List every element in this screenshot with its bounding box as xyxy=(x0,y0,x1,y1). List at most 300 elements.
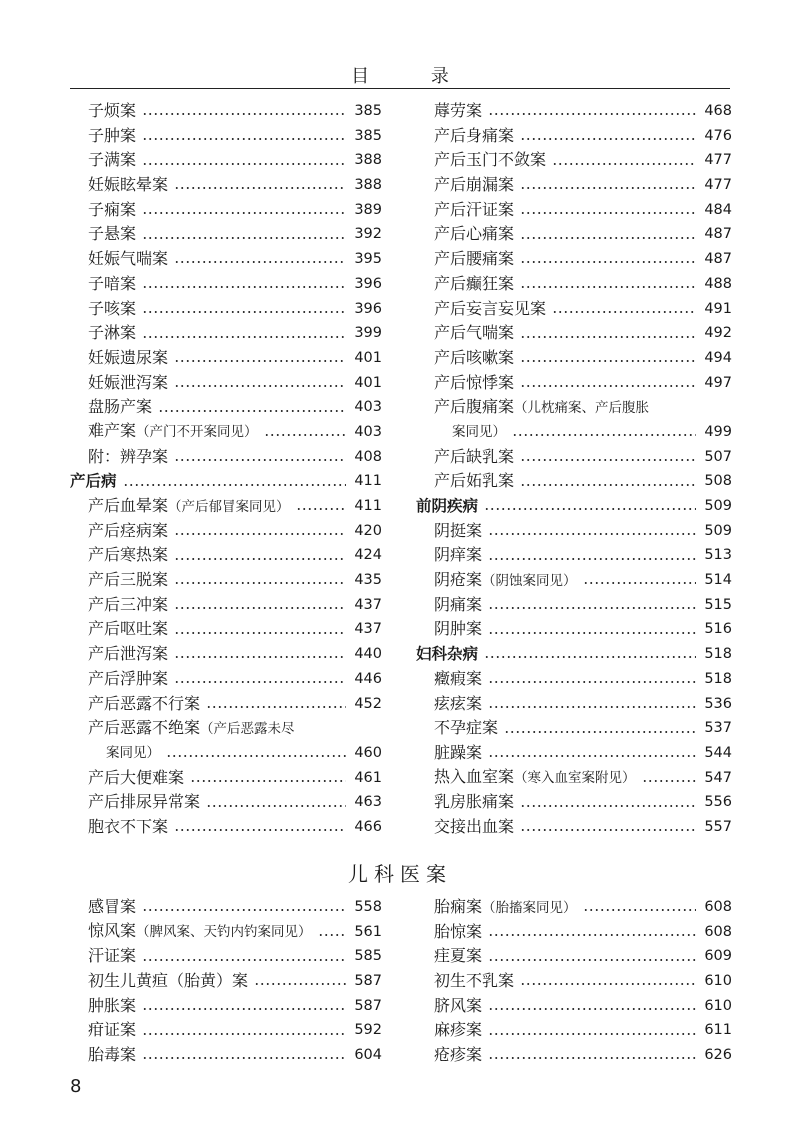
dot-leader xyxy=(488,632,696,634)
toc-page-number: 424 xyxy=(354,547,382,564)
toc-entry-row xyxy=(416,346,732,371)
toc-entry-main-text: 子肿案 xyxy=(88,125,137,145)
toc-entry-title xyxy=(434,920,482,945)
toc-page-number: 608 xyxy=(704,899,732,915)
dot-leader xyxy=(520,336,696,338)
toc-entry-main-text: 产后妄言妄见案 xyxy=(434,298,547,318)
toc-entry-title xyxy=(434,568,577,594)
toc-page-number: 461 xyxy=(354,769,382,786)
toc-page-number: 476 xyxy=(704,127,732,144)
dot-leader xyxy=(583,582,696,584)
dot-leader xyxy=(520,261,696,263)
toc-entry-title xyxy=(434,222,514,247)
toc-entry-title xyxy=(88,944,136,969)
toc-entry-row xyxy=(416,99,732,124)
toc-entry-note: （胎搐案同见） xyxy=(482,899,577,916)
dot-leader xyxy=(488,113,696,115)
toc-entry-title xyxy=(434,99,482,124)
dot-leader xyxy=(174,656,346,658)
toc-entry-title xyxy=(88,642,168,667)
toc-entry-row xyxy=(416,692,732,717)
dot-leader xyxy=(488,607,696,609)
toc-entry-row xyxy=(416,568,732,593)
toc-entry-title xyxy=(434,297,546,322)
toc-entry-row xyxy=(416,321,732,346)
toc-page-number: 389 xyxy=(354,201,382,218)
toc-entry-row xyxy=(416,944,732,969)
toc-entry-row xyxy=(416,815,732,840)
dot-leader xyxy=(142,909,346,911)
toc-page-number: 509 xyxy=(704,522,732,539)
toc-entry-main-text: 产后玉门不敛案 xyxy=(434,150,547,170)
toc-entry-row xyxy=(70,741,382,766)
dot-leader xyxy=(488,533,696,535)
toc-page-number: 544 xyxy=(704,744,732,761)
toc-entry-title xyxy=(88,272,136,297)
dot-leader xyxy=(520,286,696,288)
dot-leader xyxy=(174,533,346,535)
toc-entry-note: （产后郁冒案同见） xyxy=(168,498,290,515)
toc-entry-main-text: 胎痫案 xyxy=(434,896,483,916)
toc-page-number: 585 xyxy=(354,948,382,965)
dot-leader xyxy=(520,805,696,807)
toc-page-number: 587 xyxy=(354,973,382,990)
toc-entry-main-text: 产后恶露不行案 xyxy=(88,693,201,713)
toc-entry-title xyxy=(88,445,168,470)
toc-entry-title xyxy=(88,297,136,322)
toc-entry-row xyxy=(416,1018,732,1043)
dot-leader xyxy=(520,187,696,189)
toc-entry-title xyxy=(452,419,506,445)
dot-leader xyxy=(552,163,696,165)
toc-entry-title xyxy=(434,969,514,994)
toc-entry-main-text: 妊娠眩晕案 xyxy=(88,175,169,195)
toc-page-number: 396 xyxy=(354,275,382,292)
toc-entry-main-text: 子淋案 xyxy=(88,323,137,343)
toc-page-number: 507 xyxy=(704,448,732,465)
dot-leader xyxy=(484,656,696,658)
toc-entry-title xyxy=(434,173,514,198)
toc-page-number: 403 xyxy=(354,423,382,440)
dot-leader xyxy=(552,311,696,313)
dot-leader xyxy=(174,632,346,634)
toc-entry-row xyxy=(416,920,732,945)
toc-page-number: 477 xyxy=(704,177,732,194)
toc-entry-title xyxy=(88,173,168,198)
toc-entry-main-text: 初生不乳案 xyxy=(434,971,515,991)
toc-page-number: 466 xyxy=(354,818,382,835)
toc-entry-main-text: 胎毒案 xyxy=(88,1045,137,1065)
toc-entry-title xyxy=(434,815,514,840)
toc-entry-title xyxy=(88,568,168,593)
toc-entry-title xyxy=(88,716,295,742)
toc-page-number: 440 xyxy=(354,646,382,663)
toc-entry-main-text: 惊风案 xyxy=(88,921,137,941)
toc-entry-main-text: 盘肠产案 xyxy=(88,397,153,417)
toc-page-number: 492 xyxy=(704,325,732,342)
dot-leader xyxy=(488,1057,696,1059)
toc-page-number: 463 xyxy=(354,794,382,811)
toc-entry-title xyxy=(434,667,482,692)
toc-entry-title xyxy=(434,124,514,149)
dot-leader xyxy=(488,1033,696,1035)
toc-entry-title xyxy=(434,1018,482,1043)
dot-leader xyxy=(520,385,696,387)
toc-entry-row xyxy=(70,420,382,445)
toc-entry-note: （寒入血室案附见） xyxy=(514,770,636,787)
toc-entry-title xyxy=(88,667,168,692)
toc-entry-main-text: 附：辨孕案 xyxy=(88,446,169,466)
toc-entry-title xyxy=(434,895,577,921)
toc-entry-title xyxy=(434,1043,482,1068)
toc-entry-row xyxy=(70,790,382,815)
dot-leader xyxy=(520,459,696,461)
toc-category-row xyxy=(70,469,382,494)
toc-entry-row xyxy=(70,642,382,667)
toc-entry-note: （产门不开案同见） xyxy=(136,424,258,441)
toc-entry-main-text: 子痫案 xyxy=(88,199,137,219)
toc-entry-main-text: 产后腰痛案 xyxy=(434,249,515,269)
dot-leader xyxy=(296,508,346,510)
toc-entry-row xyxy=(70,173,382,198)
toc-entry-title xyxy=(434,790,514,815)
toc-page-number: 558 xyxy=(354,899,382,915)
toc-page-number: 468 xyxy=(704,103,732,119)
toc-page-number: 437 xyxy=(354,596,382,613)
toc-entry-row xyxy=(416,994,732,1019)
toc-entry-title xyxy=(88,519,168,544)
toc-entry-row xyxy=(416,173,732,198)
toc-entry-row xyxy=(70,297,382,322)
dot-leader xyxy=(512,434,696,436)
toc-entry-row xyxy=(416,469,732,494)
toc-entry-row xyxy=(416,395,732,420)
toc-entry-row xyxy=(70,198,382,223)
toc-entry-main-text: 产后呕吐案 xyxy=(88,619,169,639)
dot-leader xyxy=(488,706,696,708)
toc-entry-title xyxy=(416,494,478,519)
toc-page-number: 509 xyxy=(704,498,732,514)
toc-entry-main-text: 产后身痛案 xyxy=(434,125,515,145)
toc-entry-row xyxy=(70,371,382,396)
dot-leader xyxy=(174,582,346,584)
toc-page-number: 626 xyxy=(704,1047,732,1064)
dot-leader xyxy=(174,558,346,560)
toc-entry-main-text: 子咳案 xyxy=(88,298,137,318)
toc-page-number: 518 xyxy=(704,646,732,663)
dot-leader xyxy=(174,607,346,609)
page-header-title: 目 录 xyxy=(351,66,477,87)
toc-page-number: 403 xyxy=(354,399,382,416)
toc-entry-title xyxy=(88,395,152,420)
toc-entry-row xyxy=(70,247,382,272)
toc-entry-note: 案同见） xyxy=(106,745,160,762)
toc-entry-row xyxy=(416,371,732,396)
toc-entry-title xyxy=(88,419,258,445)
toc-entry-main-text: 产后腹痛案 xyxy=(434,396,515,416)
toc-entry-main-text: 妊娠遗尿案 xyxy=(88,347,169,367)
toc-entry-row xyxy=(416,766,732,791)
toc-entry-title xyxy=(434,346,514,371)
toc-page-number: 547 xyxy=(704,769,732,786)
toc-page-number: 487 xyxy=(704,251,732,268)
toc-page-number: 488 xyxy=(704,275,732,292)
toc-entry-title xyxy=(416,642,478,667)
toc-entry-main-text: 产后汗证案 xyxy=(434,199,515,219)
toc-entry-row xyxy=(416,593,732,618)
dot-leader xyxy=(190,780,346,782)
toc-entry-main-text: 产后三脱案 xyxy=(88,570,169,590)
toc-entry-main-text: 疮疹案 xyxy=(434,1045,483,1065)
toc-entry-title xyxy=(88,969,248,994)
toc-entry-title xyxy=(88,543,168,568)
toc-entry-main-text: 不孕症案 xyxy=(434,718,499,738)
toc-entry-main-text: 产后心痛案 xyxy=(434,224,515,244)
toc-page-number: 508 xyxy=(704,473,732,490)
toc-entry-note: （产后恶露未尽 xyxy=(200,720,295,737)
toc-page-number: 491 xyxy=(704,300,732,317)
dot-leader xyxy=(484,508,696,510)
toc-entry-row xyxy=(70,617,382,642)
toc-entry-row xyxy=(416,667,732,692)
dot-leader xyxy=(142,237,346,239)
toc-entry-title xyxy=(434,765,636,791)
toc-entry-row xyxy=(70,895,382,920)
dot-leader xyxy=(174,459,346,461)
toc-entry-main-text: 脐风案 xyxy=(434,995,483,1015)
toc-entry-row xyxy=(70,944,382,969)
dot-leader xyxy=(520,484,696,486)
toc-entry-title xyxy=(434,395,649,421)
toc-page-number: 536 xyxy=(704,695,732,712)
toc-page-number: 537 xyxy=(704,720,732,737)
toc-page-number: 437 xyxy=(354,621,382,638)
toc-entry-title xyxy=(88,1018,136,1043)
toc-entry-row xyxy=(70,815,382,840)
toc-entry-main-text: 产后痉病案 xyxy=(88,520,169,540)
dot-leader xyxy=(488,755,696,757)
toc-entry-main-text: 妇科杂病 xyxy=(416,645,479,664)
toc-entry-row xyxy=(416,222,732,247)
toc-entry-row xyxy=(416,148,732,173)
toc-entry-row xyxy=(70,395,382,420)
toc-entry-main-text: 子悬案 xyxy=(88,224,137,244)
toc-page-number: 401 xyxy=(354,349,382,366)
toc-entry-main-text: 阴痛案 xyxy=(434,594,483,614)
toc-entry-title xyxy=(88,790,200,815)
dot-leader xyxy=(142,212,346,214)
toc-entry-main-text: 产后妬乳案 xyxy=(434,471,515,491)
toc-entry-title xyxy=(88,148,136,173)
toc-entry-main-text: 胞衣不下案 xyxy=(88,816,169,836)
toc-entry-title xyxy=(88,494,290,520)
toc-entry-row xyxy=(416,198,732,223)
toc-entry-row xyxy=(70,1043,382,1068)
toc-page-number: 388 xyxy=(354,177,382,194)
dot-leader xyxy=(142,138,346,140)
toc-page-number: 518 xyxy=(704,670,732,687)
toc-right-column xyxy=(416,99,732,840)
dot-leader xyxy=(142,311,346,313)
toc-left-column xyxy=(70,99,382,840)
dot-leader xyxy=(264,434,346,436)
header-rule xyxy=(70,88,730,89)
toc-page-number: 484 xyxy=(704,201,732,218)
toc-entry-main-text: 蓐劳案 xyxy=(434,101,483,120)
toc-entry-main-text: 难产案 xyxy=(88,421,137,441)
toc-entry-row xyxy=(416,543,732,568)
toc-entry-row xyxy=(70,667,382,692)
pediatrics-right-column xyxy=(416,895,732,1068)
toc-entry-row xyxy=(416,895,732,920)
toc-entry-title xyxy=(434,741,482,766)
dot-leader xyxy=(174,829,346,831)
toc-entry-row xyxy=(70,969,382,994)
toc-entry-row xyxy=(70,445,382,470)
toc-entry-main-text: 妊娠泄泻案 xyxy=(88,372,169,392)
toc-page-number: 499 xyxy=(704,423,732,440)
toc-entry-title xyxy=(434,198,514,223)
toc-entry-title xyxy=(88,593,168,618)
toc-entry-main-text: 产后寒热案 xyxy=(88,545,169,565)
toc-entry-row xyxy=(70,593,382,618)
toc-entry-main-text: 产后三冲案 xyxy=(88,594,169,614)
toc-page-number: 435 xyxy=(354,572,382,589)
toc-entry-row xyxy=(416,247,732,272)
toc-entry-main-text: 阴痒案 xyxy=(434,545,483,565)
toc-entry-main-text: 子喑案 xyxy=(88,273,137,293)
toc-entry-row xyxy=(416,617,732,642)
pediatrics-left-column xyxy=(70,895,382,1068)
toc-entry-main-text: 阴挺案 xyxy=(434,520,483,540)
toc-entry-title xyxy=(434,994,482,1019)
dot-leader xyxy=(504,731,696,733)
toc-entry-title xyxy=(434,617,482,642)
toc-entry-note: （儿枕痛案、产后腹胀 xyxy=(514,399,650,416)
toc-page-number: 446 xyxy=(354,670,382,687)
dot-leader xyxy=(174,385,346,387)
dot-leader xyxy=(142,113,346,115)
toc-page-number: 497 xyxy=(704,374,732,391)
toc-entry-main-text: 产后泄泻案 xyxy=(88,644,169,664)
toc-entry-row xyxy=(70,148,382,173)
toc-entry-main-text: 阴疮案 xyxy=(434,569,483,589)
toc-entry-row xyxy=(416,1043,732,1068)
dot-leader xyxy=(318,934,346,936)
toc-entry-row xyxy=(70,346,382,371)
toc-entry-main-text: 癥瘕案 xyxy=(434,668,483,688)
toc-entry-main-text: 感冒案 xyxy=(88,897,137,916)
toc-entry-title xyxy=(88,994,136,1019)
toc-entry-main-text: 产后咳嗽案 xyxy=(434,347,515,367)
dot-leader xyxy=(520,237,696,239)
toc-entry-main-text: 疰夏案 xyxy=(434,946,483,966)
toc-entry-row xyxy=(70,692,382,717)
toc-page-number: 592 xyxy=(354,1022,382,1039)
toc-entry-row xyxy=(70,716,382,741)
toc-entry-main-text: 初生儿黄疸（胎黄）案 xyxy=(88,971,249,991)
toc-page-number: 515 xyxy=(704,596,732,613)
toc-page-number: 392 xyxy=(354,226,382,243)
toc-entry-title xyxy=(88,321,136,346)
toc-entry-title xyxy=(88,198,136,223)
dot-leader xyxy=(488,1008,696,1010)
toc-page-number: 494 xyxy=(704,349,732,366)
toc-page-number: 408 xyxy=(354,448,382,465)
toc-entry-row xyxy=(416,741,732,766)
toc-entry-title xyxy=(434,469,514,494)
toc-entry-main-text: 产后病 xyxy=(70,472,117,491)
toc-entry-main-text: 产后大便难案 xyxy=(88,767,185,787)
toc-page-number: 513 xyxy=(704,547,732,564)
toc-page-number: 452 xyxy=(354,695,382,712)
toc-entry-main-text: 前阴疾病 xyxy=(416,497,479,515)
toc-entry-row xyxy=(70,766,382,791)
toc-page-number: 411 xyxy=(354,498,382,514)
toc-page-number: 399 xyxy=(354,325,382,342)
toc-page-number: 401 xyxy=(354,374,382,391)
toc-entry-title xyxy=(434,272,514,297)
toc-entry-row xyxy=(70,124,382,149)
dot-leader xyxy=(520,983,696,985)
dot-leader xyxy=(142,163,346,165)
dot-leader xyxy=(583,909,696,911)
toc-page-number: 610 xyxy=(704,973,732,990)
dot-leader xyxy=(142,1033,346,1035)
dot-leader xyxy=(158,410,346,412)
toc-page-number: 396 xyxy=(354,300,382,317)
dot-leader xyxy=(520,360,696,362)
toc-page-number: 385 xyxy=(354,103,382,119)
toc-entry-title xyxy=(88,124,136,149)
toc-entry-title xyxy=(434,148,546,173)
dot-leader xyxy=(174,261,346,263)
toc-entry-title xyxy=(434,716,498,741)
dot-leader xyxy=(174,681,346,683)
toc-entry-title xyxy=(88,222,136,247)
toc-entry-row xyxy=(70,99,382,124)
dot-leader xyxy=(488,681,696,683)
dot-leader xyxy=(642,780,696,782)
toc-page-number: 388 xyxy=(354,152,382,169)
toc-entry-row xyxy=(70,1018,382,1043)
toc-entry-main-text: 热入血室案 xyxy=(434,767,515,787)
toc-entry-title xyxy=(434,543,482,568)
toc-entry-title xyxy=(434,593,482,618)
toc-entry-title xyxy=(106,740,160,766)
toc-entry-main-text: 产后血晕案 xyxy=(88,495,169,515)
toc-entry-main-text: 产后浮肿案 xyxy=(88,668,169,688)
dot-leader xyxy=(254,983,346,985)
toc-entry-row xyxy=(70,920,382,945)
toc-entry-note: （阴蚀案同见） xyxy=(482,572,577,589)
toc-page-number: 514 xyxy=(704,572,732,589)
toc-entry-title xyxy=(88,895,136,920)
toc-entry-main-text: 麻疹案 xyxy=(434,1020,483,1040)
toc-entry-note: 案同见） xyxy=(452,424,506,441)
toc-page-number: 395 xyxy=(354,251,382,268)
toc-entry-row xyxy=(416,445,732,470)
toc-entry-title xyxy=(88,692,200,717)
dot-leader xyxy=(142,336,346,338)
toc-entry-title xyxy=(434,944,482,969)
dot-leader xyxy=(166,755,346,757)
toc-entry-main-text: 汗证案 xyxy=(88,946,137,966)
dot-leader xyxy=(488,558,696,560)
dot-leader xyxy=(174,360,346,362)
toc-entry-row xyxy=(416,297,732,322)
dot-leader xyxy=(520,829,696,831)
